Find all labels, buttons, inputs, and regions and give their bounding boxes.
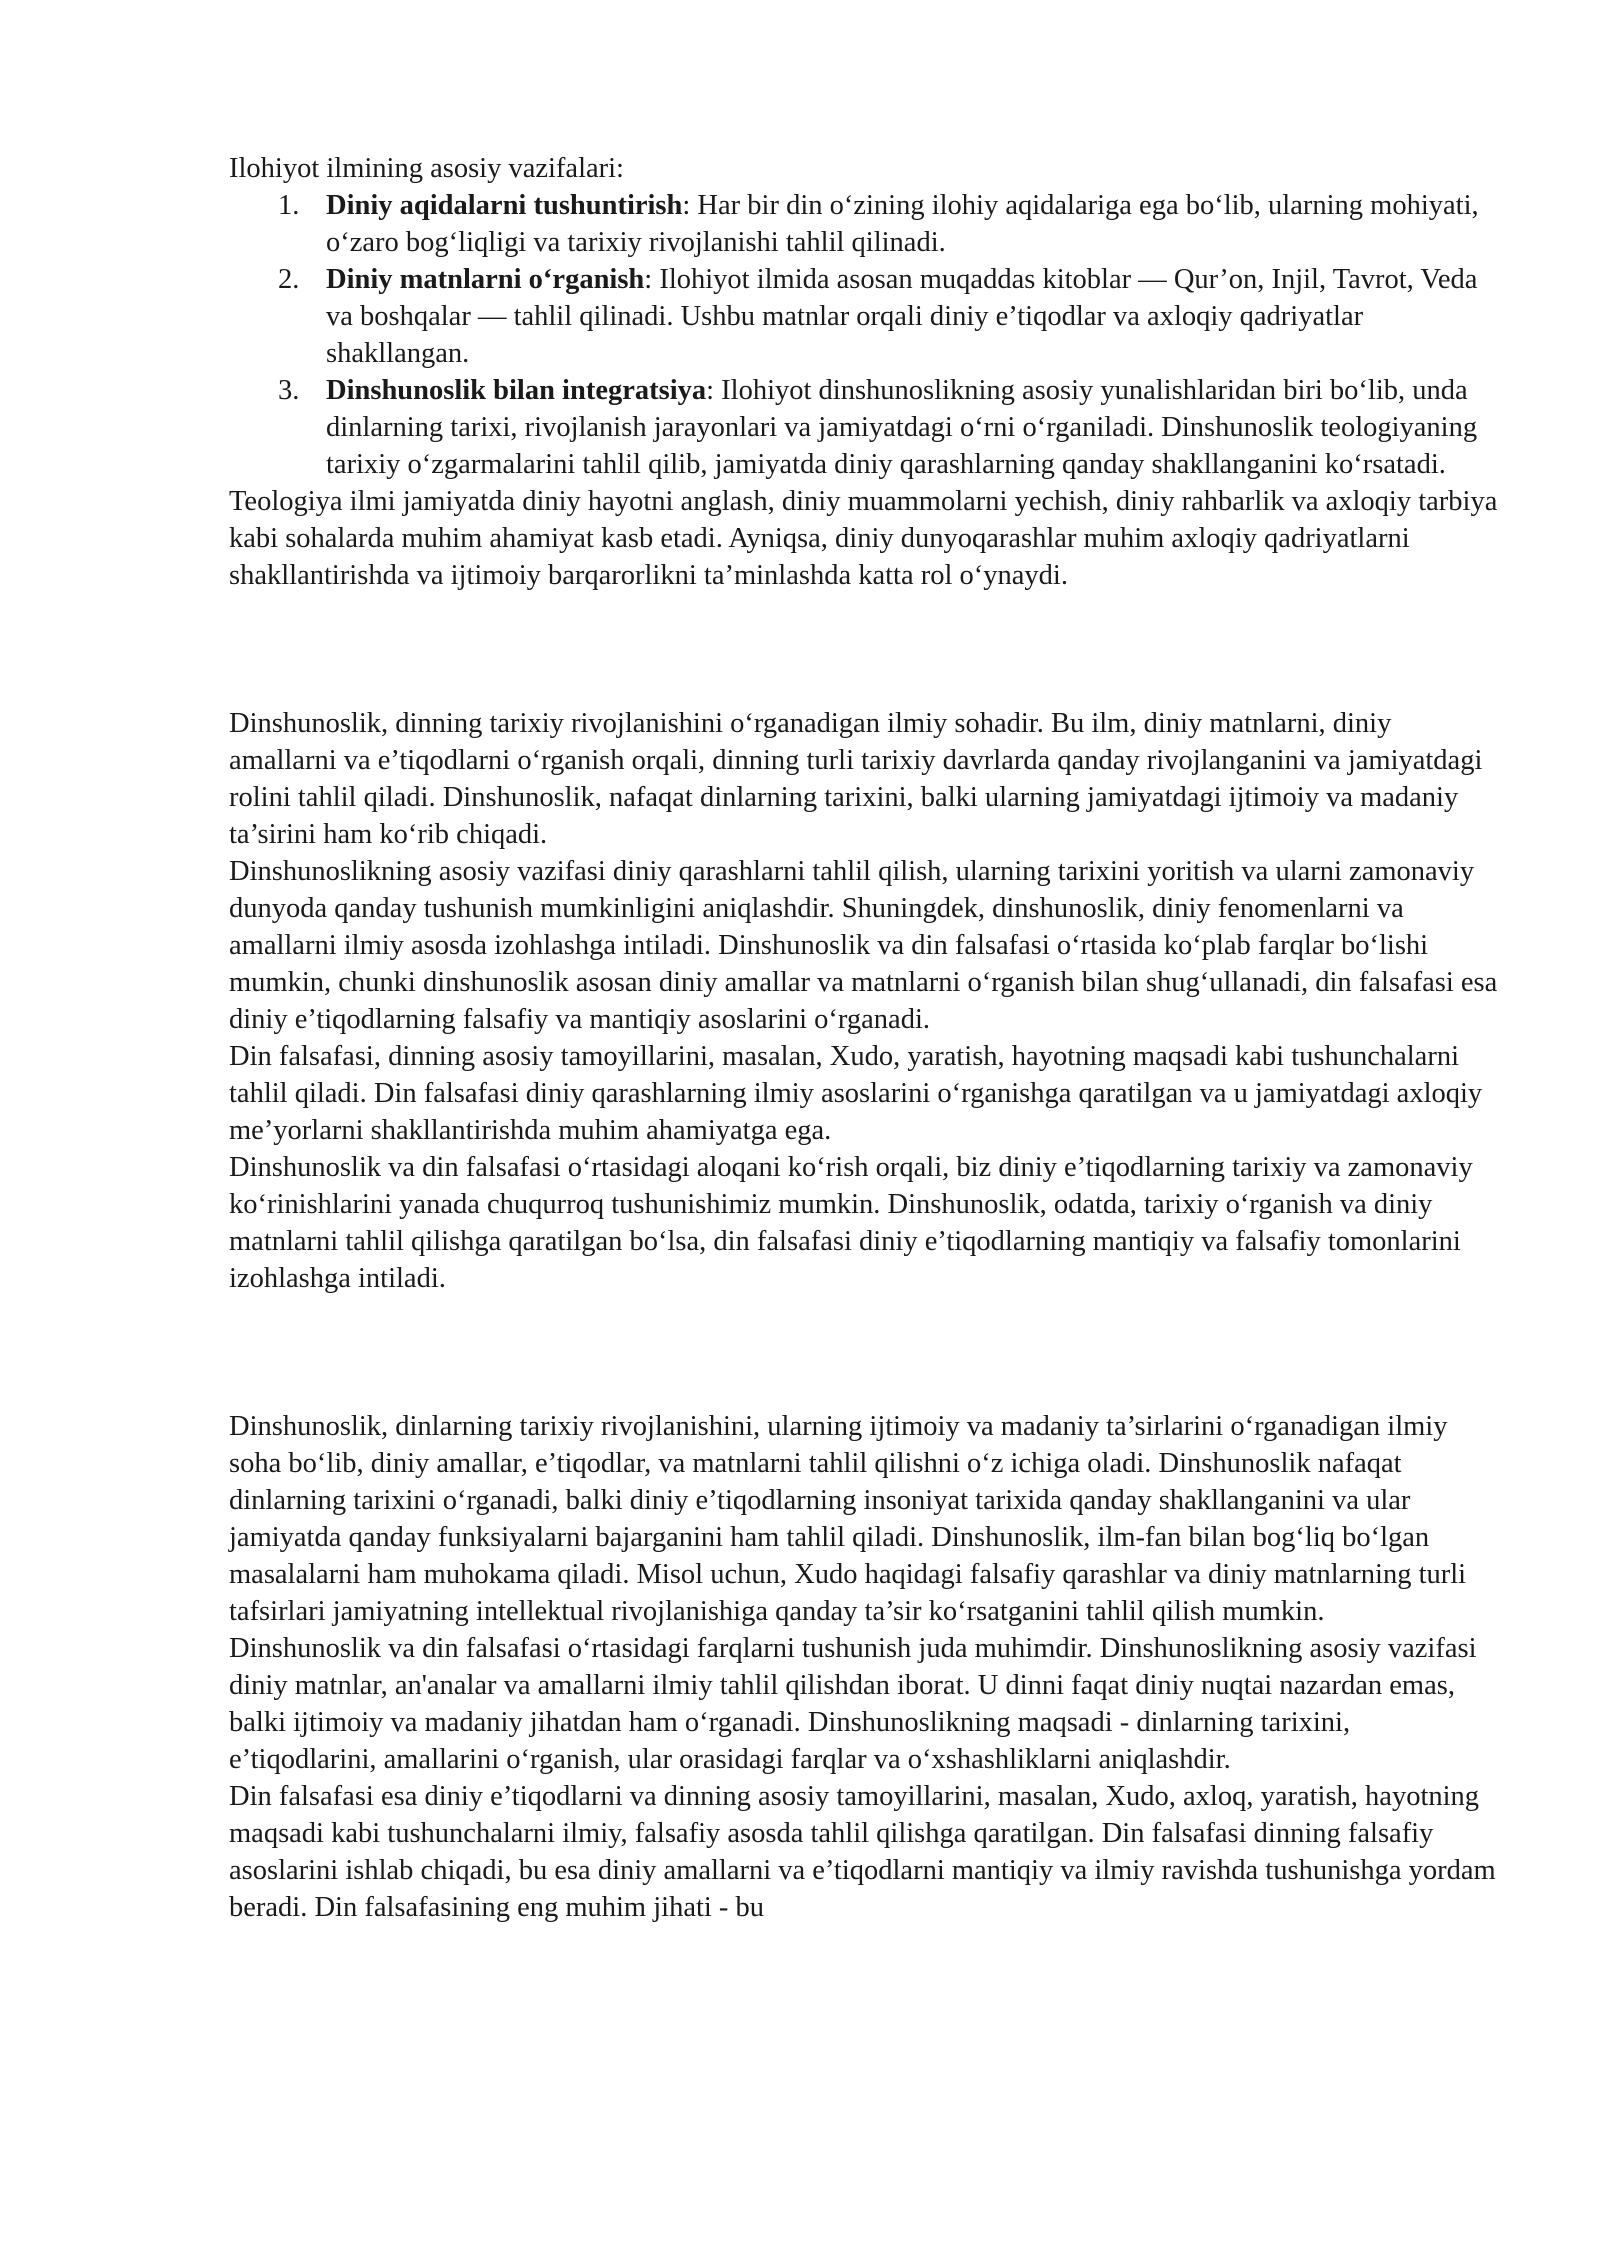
document-page xyxy=(229,150,1499,1926)
paragraph: Dinshunoslik, dinning tarixiy rivojlanishini o‘rganadigan ilmiy sohadir. Bu ilm, diniy matnlarni, diniy amallarni va e’tiqodlarni o‘rganish orqali, dinning turli tarixiy davrlarda qanday rivojlanganini va jamiyatdagi rolini tahlil qiladi. Dinshunoslik, nafaqat dinlarning tarixini, balki ularning jamiyatdagi ijtimoiy va madaniy ta’sirini ham ko‘rib chiqadi. xyxy=(229,708,1483,850)
list-number: 2. xyxy=(278,264,300,295)
intro-heading: Ilohiyot ilmining asosiy vazifalari: xyxy=(229,153,624,184)
list-text: : Ilohiyot dinshunoslikning asosiy yunalishlaridan biri bo‘lib, unda dinlarning tarixi, rivojlanish jarayonlari va jamiyatdagi o‘rni o‘rganiladi. Dinshunoslik teologiyaning tarixiy o‘zgarmalarini tahlil qilib, jamiyatda diniy qarashlarning qanday shakllanganini ko‘rsatadi. xyxy=(326,375,1478,480)
section-spacer xyxy=(229,1297,1499,1408)
tasks-list xyxy=(229,187,1499,483)
section-spacer xyxy=(229,594,1499,705)
list-text: : Ilohiyot ilmida asosan muqaddas kitoblar — Qur’on, Injil, Tavrot, Veda va boshqalar — tahlil qilinadi. Ushbu matnlar orqali diniy e’tiqodlar va axloqiy qadriyatlar shakllangan. xyxy=(326,264,1478,369)
list-number: 3. xyxy=(278,375,300,406)
paragraph: Dinshunoslik va din falsafasi o‘rtasidagi farqlarni tushunish juda muhimdir. Dinshunoslikning asosiy vazifasi diniy matnlar, an'analar va amallarni ilmiy tahlil qilishdan iborat. U dinni faqat diniy nuqtai nazardan emas, balki ijtimoiy va madaniy jihatdan ham o‘rganadi. Dinshunoslikning maqsadi - dinlarning tarixini, e’tiqodlarini, amallarini o‘rganish, ular orasidagi farqlar va o‘xshashliklarni aniqlashdir. xyxy=(229,1633,1477,1775)
list-term: Dinshunoslik bilan integratsiya xyxy=(326,375,707,406)
list-item xyxy=(229,261,1499,372)
list-item xyxy=(229,372,1499,483)
paragraph: Dinshunoslik va din falsafasi o‘rtasidagi aloqani ko‘rish orqali, biz diniy e’tiqodlarning tarixiy va zamonaviy ko‘rinishlarini yanada chuqurroq tushunishimiz mumkin. Dinshunoslik, odatda, tarixiy o‘rganish va diniy matnlarni tahlil qilishga qaratilgan bo‘lsa, din falsafasi diniy e’tiqodlarning mantiqiy va falsafiy tomonlarini izohlashga intiladi. xyxy=(229,1152,1473,1294)
paragraph: Teologiya ilmi jamiyatda diniy hayotni anglash, diniy muammolarni yechish, diniy rahbarlik va axloqiy tarbiya kabi sohalarda muhim ahamiyat kasb etadi. Ayniqsa, diniy dunyoqarashlar muhim axloqiy qadriyatlarni shakllantirishda va ijtimoiy barqarorlikni ta’minlashda katta rol o‘ynaydi. xyxy=(229,486,1498,591)
list-text: : Har bir din o‘zining ilohiy aqidalariga ega bo‘lib, ularning mohiyati, o‘zaro bog‘liqligi va tarixiy rivojlanishi tahlil qilinadi. xyxy=(326,190,1479,258)
list-term: Diniy matnlarni o‘rganish xyxy=(326,264,645,295)
paragraph: Din falsafasi esa diniy e’tiqodlarni va dinning asosiy tamoyillarini, masalan, Xudo, axloq, yaratish, hayotning maqsadi kabi tushunchalarni ilmiy, falsafiy asosda tahlil qilishga qaratilgan. Din falsafasi dinning falsafiy asoslarini ishlab chiqadi, bu esa diniy amallarni va e’tiqodlarni mantiqiy va ilmiy ravishda tushunishga yordam beradi. Din falsafasining eng muhim jihati - bu xyxy=(229,1781,1496,1923)
paragraph: Dinshunoslik, dinlarning tarixiy rivojlanishini, ularning ijtimoiy va madaniy ta’sirlarini o‘rganadigan ilmiy soha bo‘lib, diniy amallar, e’tiqodlar, va matnlarni tahlil qilishni o‘z ichiga oladi. Dinshunoslik nafaqat dinlarning tarixini o‘rganadi, balki diniy e’tiqodlarning insoniyat tarixida qanday shakllanganini va ular jamiyatda qanday funksiyalarni bajarganini ham tahlil qiladi. Dinshunoslik, ilm-fan bilan bog‘liq bo‘lgan masalalarni ham muhokama qiladi. Misol uchun, Xudo haqidagi falsafiy qarashlar va diniy matnlarning turli tafsirlari jamiyatning intellektual rivojlanishiga qanday ta’sir ko‘rsatganini tahlil qilish mumkin. xyxy=(229,1411,1467,1627)
paragraph: Din falsafasi, dinning asosiy tamoyillarini, masalan, Xudo, yaratish, hayotning maqsadi kabi tushunchalarni tahlil qiladi. Din falsafasi diniy qarashlarning ilmiy asoslarini o‘rganishga qaratilgan va u jamiyatdagi axloqiy me’yorlarni shakllantirishda muhim ahamiyatga ega. xyxy=(229,1041,1483,1146)
list-item xyxy=(229,187,1499,261)
list-term: Diniy aqidalarni tushuntirish xyxy=(326,190,683,221)
list-number: 1. xyxy=(278,190,300,221)
paragraph: Dinshunoslikning asosiy vazifasi diniy qarashlarni tahlil qilish, ularning tarixini yoritish va ularni zamonaviy dunyoda qanday tushunish mumkinligini aniqlashdir. Shuningdek, dinshunoslik, diniy fenomenlarni va amallarni ilmiy asosda izohlashga intiladi. Dinshunoslik va din falsafasi o‘rtasida ko‘plab farqlar bo‘lishi mumkin, chunki dinshunoslik asosan diniy amallar va matnlarni o‘rganish bilan shug‘ullanadi, din falsafasi esa diniy e’tiqodlarning falsafiy va mantiqiy asoslarini o‘rganadi. xyxy=(229,856,1498,1035)
